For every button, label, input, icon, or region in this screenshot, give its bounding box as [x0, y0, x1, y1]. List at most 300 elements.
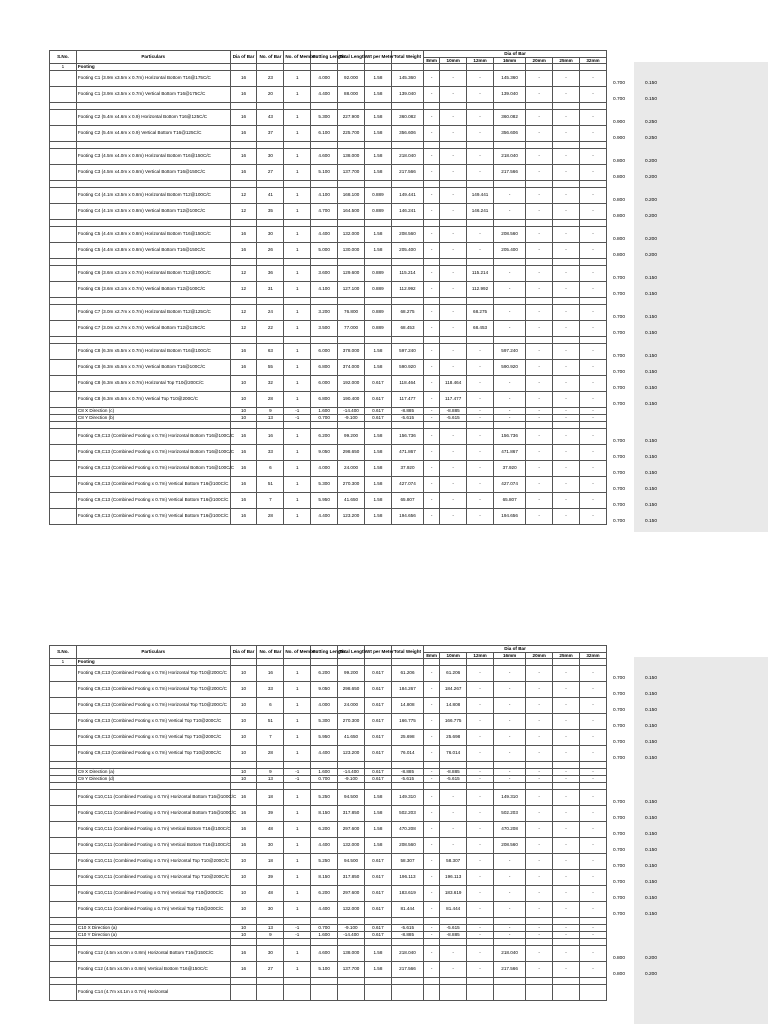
- nom-cell: -1: [284, 768, 311, 775]
- nob-cell: 63: [257, 343, 284, 359]
- dia-col-cell: -: [467, 665, 494, 681]
- dia-cell: 16: [230, 508, 257, 524]
- dia-col-cell: -: [467, 476, 494, 492]
- dia-col-cell: -: [553, 414, 580, 421]
- wt-cell: 0.617: [364, 729, 391, 745]
- dia-col-cell: -: [579, 320, 606, 336]
- section-number: 1: [50, 659, 77, 666]
- table-row: [50, 901, 607, 917]
- dia-cell: 12: [230, 187, 257, 203]
- section-number: 1: [50, 64, 77, 71]
- side-depth-value: 0.800: [613, 972, 626, 978]
- dia-col-cell: -: [424, 805, 440, 821]
- wt-cell: 1.58: [364, 226, 391, 242]
- dia-col-cell: -: [467, 407, 494, 414]
- section-label: Footing: [76, 64, 230, 71]
- dia-col-cell: -: [553, 407, 580, 414]
- nob-cell: 6: [257, 460, 284, 476]
- dia-col-cell: -: [526, 86, 553, 102]
- dia-cell: 10: [230, 885, 257, 901]
- side-cover-value: 0.150: [645, 331, 658, 337]
- particulars-cell: Footing C9,C13 (Combined Footing x 0.7m) Vertical Bottom T16@100C/C: [76, 476, 230, 492]
- table-row: [50, 242, 607, 258]
- dia-col-cell: 146.241: [467, 203, 494, 219]
- sno-cell: [50, 713, 77, 729]
- tw-cell: 68.275: [391, 304, 423, 320]
- dia-col-cell: -: [579, 713, 606, 729]
- cut-cell: 1.600: [311, 407, 338, 414]
- side-cover-value: 0.150: [645, 724, 658, 730]
- table-row: [50, 428, 607, 444]
- tl-cell: 192.000: [338, 375, 365, 391]
- dia-col-cell: -: [467, 460, 494, 476]
- dia-col-cell: -: [553, 242, 580, 258]
- tw-cell: 218.040: [391, 945, 423, 961]
- tl-cell: 129.600: [338, 265, 365, 281]
- dia-col-cell: -5.615: [440, 775, 467, 782]
- sno-cell: [50, 961, 77, 977]
- col-10mm: 10mm: [440, 57, 467, 64]
- dia-col-cell: -: [553, 343, 580, 359]
- nob-cell: 30: [257, 148, 284, 164]
- dia-col-cell: -: [424, 476, 440, 492]
- dia-col-cell: -: [424, 768, 440, 775]
- dia-cell: 16: [230, 821, 257, 837]
- tw-cell: 76.014: [391, 745, 423, 761]
- table-row: [50, 789, 607, 805]
- tl-cell: 298.650: [338, 681, 365, 697]
- col-sno: S.No.: [50, 646, 77, 659]
- cut-cell: 1.600: [311, 931, 338, 938]
- nom-cell: 1: [284, 304, 311, 320]
- side-depth-value: 0.800: [613, 237, 626, 243]
- side-cover-value: 0.150: [645, 471, 658, 477]
- col-dia-group: Dia of Bar: [424, 51, 607, 58]
- side-cover-value: 0.150: [645, 692, 658, 698]
- cut-cell: 4.400: [311, 901, 338, 917]
- dia-col-cell: -: [553, 713, 580, 729]
- side-cover-value: 0.150: [645, 896, 658, 902]
- side-depth-value: 0.700: [613, 708, 626, 714]
- cut-cell: 9.050: [311, 444, 338, 460]
- sno-cell: [50, 187, 77, 203]
- side-cover-value: 0.150: [645, 864, 658, 870]
- side-cover-value: 0.200: [645, 253, 658, 259]
- dia-cell: 16: [230, 109, 257, 125]
- nom-cell: 1: [284, 476, 311, 492]
- particulars-cell: Footing C9,C13 (Combined Footing x 0.7m) Horizontal Bottom T16@100C/C: [76, 428, 230, 444]
- dia-col-cell: -: [553, 931, 580, 938]
- dia-col-cell: -: [526, 768, 553, 775]
- tw-cell: 218.040: [391, 148, 423, 164]
- dia-col-cell: -5.615: [440, 414, 467, 421]
- dia-cell: 10: [230, 745, 257, 761]
- section-row: [50, 659, 607, 666]
- col-particulars: Particulars: [76, 646, 230, 659]
- nob-cell: 36: [257, 265, 284, 281]
- dia-col-cell: -: [440, 148, 467, 164]
- dia-col-cell: -: [579, 768, 606, 775]
- tl-cell: 297.600: [338, 821, 365, 837]
- side-depth-value: 0.700: [613, 97, 626, 103]
- side-cover-value: 0.250: [645, 136, 658, 142]
- spacer-row: [50, 297, 607, 304]
- wt-cell: 0.617: [364, 407, 391, 414]
- dia-col-cell: 470.208: [493, 821, 525, 837]
- dia-col-cell: -: [440, 187, 467, 203]
- sno-cell: [50, 837, 77, 853]
- dia-col-cell: -: [424, 407, 440, 414]
- dia-col-cell: -: [526, 148, 553, 164]
- col-16mm: 16mm: [493, 57, 525, 64]
- tl-cell: 92.000: [338, 70, 365, 86]
- dia-col-cell: 356.606: [493, 125, 525, 141]
- spacer-row: [50, 102, 607, 109]
- dia-col-cell: 58.307: [440, 853, 467, 869]
- sno-cell: [50, 444, 77, 460]
- table-row: [50, 391, 607, 407]
- col-no-bar: No. of Bar: [257, 51, 284, 64]
- particulars-cell: C10 Y Direction (a): [76, 931, 230, 938]
- dia-col-cell: -: [424, 304, 440, 320]
- nom-cell: 1: [284, 789, 311, 805]
- dia-col-cell: -: [440, 789, 467, 805]
- col-20mm: 20mm: [526, 57, 553, 64]
- side-cover-value: 0.150: [645, 503, 658, 509]
- dia-col-cell: -: [440, 961, 467, 977]
- dia-col-cell: -: [526, 476, 553, 492]
- wt-cell: 1.58: [364, 428, 391, 444]
- dia-col-cell: 183.619: [440, 885, 467, 901]
- table-body: [50, 659, 607, 1001]
- side-depth-value: 0.700: [613, 800, 626, 806]
- table-row: [50, 226, 607, 242]
- side-cover-value: 0.150: [645, 487, 658, 493]
- dia-col-cell: -: [553, 837, 580, 853]
- dia-col-cell: -: [553, 853, 580, 869]
- particulars-cell: Footing C8 (6.3m x5.5m x 0.7m) Horizontal Top T10@200C/C: [76, 375, 230, 391]
- spacer-row: [50, 421, 607, 428]
- dia-col-cell: -: [553, 391, 580, 407]
- table-row: [50, 164, 607, 180]
- dia-col-cell: [467, 984, 494, 1000]
- side-cover-value: 0.150: [645, 276, 658, 282]
- nom-cell: 1: [284, 391, 311, 407]
- nob-cell: 24: [257, 304, 284, 320]
- particulars-cell: Footing C10,C11 (Combined Footing x 0.7m) Vertical Top T10@200C/C: [76, 885, 230, 901]
- tl-cell: -9.100: [338, 924, 365, 931]
- nob-cell: [257, 984, 284, 1000]
- particulars-cell: Footing C9,C13 (Combined Footing x 0.7m) Horizontal Top T10@200C/C: [76, 665, 230, 681]
- table-row: [50, 460, 607, 476]
- nob-cell: 31: [257, 281, 284, 297]
- cut-cell: 6.100: [311, 125, 338, 141]
- dia-col-cell: -: [424, 242, 440, 258]
- dia-col-cell: -: [493, 265, 525, 281]
- side-cover-value: 0.150: [645, 455, 658, 461]
- cut-cell: 5.100: [311, 961, 338, 977]
- dia-col-cell: -: [579, 444, 606, 460]
- nob-cell: 32: [257, 375, 284, 391]
- cut-cell: 4.400: [311, 86, 338, 102]
- wt-cell: 1.58: [364, 148, 391, 164]
- tl-cell: 137.700: [338, 164, 365, 180]
- nom-cell: 1: [284, 320, 311, 336]
- dia-col-cell: -: [440, 203, 467, 219]
- nob-cell: 27: [257, 164, 284, 180]
- dia-col-cell: -: [526, 697, 553, 713]
- dia-col-cell: -: [579, 508, 606, 524]
- dia-col-cell: -: [553, 924, 580, 931]
- nom-cell: 1: [284, 665, 311, 681]
- spacer-row: [50, 336, 607, 343]
- side-cover-value: 0.200: [645, 956, 658, 962]
- bar-bending-schedule-table: [49, 50, 607, 525]
- nom-cell: 1: [284, 508, 311, 524]
- dia-cell: 16: [230, 148, 257, 164]
- particulars-cell: Footing C5 (4.4m x3.8m x 0.8m) Vertical Bottom T16@150C/C: [76, 242, 230, 258]
- sno-cell: [50, 70, 77, 86]
- nom-cell: [284, 984, 311, 1000]
- table-row: [50, 320, 607, 336]
- dia-cell: 16: [230, 460, 257, 476]
- tw-cell: 156.736: [391, 428, 423, 444]
- cut-cell: 3.500: [311, 320, 338, 336]
- sno-cell: [50, 945, 77, 961]
- nom-cell: 1: [284, 343, 311, 359]
- tl-cell: [338, 984, 365, 1000]
- nom-cell: 1: [284, 242, 311, 258]
- dia-col-cell: 184.267: [440, 681, 467, 697]
- table-row: [50, 961, 607, 977]
- cut-cell: 5.950: [311, 729, 338, 745]
- tw-cell: -8.885: [391, 768, 423, 775]
- dia-col-cell: -: [579, 885, 606, 901]
- dia-col-cell: -: [467, 837, 494, 853]
- nom-cell: 1: [284, 745, 311, 761]
- side-cover-value: 0.150: [645, 676, 658, 682]
- nom-cell: 1: [284, 265, 311, 281]
- side-depth-value: 0.700: [613, 676, 626, 682]
- nob-cell: 13: [257, 775, 284, 782]
- dia-col-cell: -: [424, 148, 440, 164]
- cut-cell: 8.150: [311, 869, 338, 885]
- nom-cell: 1: [284, 375, 311, 391]
- dia-cell: 10: [230, 729, 257, 745]
- sno-cell: [50, 931, 77, 938]
- wt-cell: 0.617: [364, 853, 391, 869]
- tw-cell: 502.203: [391, 805, 423, 821]
- dia-col-cell: -: [467, 729, 494, 745]
- table-row: [50, 681, 607, 697]
- particulars-cell: Footing C8 (6.3m x5.5m x 0.7m) Vertical Top T10@200C/C: [76, 391, 230, 407]
- particulars-cell: C10 X Direction (a): [76, 924, 230, 931]
- dia-col-cell: -: [579, 265, 606, 281]
- nob-cell: 18: [257, 853, 284, 869]
- dia-col-cell: -: [579, 86, 606, 102]
- dia-cell: 16: [230, 359, 257, 375]
- dia-col-cell: -: [579, 281, 606, 297]
- col-12mm: 12mm: [467, 57, 494, 64]
- dia-col-cell: -: [579, 945, 606, 961]
- side-depth-value: 0.700: [613, 756, 626, 762]
- dia-col-cell: [579, 984, 606, 1000]
- dia-cell: 10: [230, 697, 257, 713]
- table-row: [50, 109, 607, 125]
- particulars-cell: Footing C3 (4.5m x4.0m x 0.8m) Horizontal Bottom T16@150C/C: [76, 148, 230, 164]
- nob-cell: 28: [257, 508, 284, 524]
- dia-col-cell: -: [526, 853, 553, 869]
- dia-col-cell: 61.206: [440, 665, 467, 681]
- dia-col-cell: -8.885: [440, 768, 467, 775]
- particulars-cell: Footing C8 (6.3m x5.5m x 0.7m) Vertical Bottom T16@100C/C: [76, 359, 230, 375]
- table-row: [50, 885, 607, 901]
- dia-col-cell: -: [579, 187, 606, 203]
- side-cover-value: 0.150: [645, 708, 658, 714]
- dia-col-cell: -: [579, 343, 606, 359]
- table-row: [50, 869, 607, 885]
- dia-col-cell: -: [493, 713, 525, 729]
- nob-cell: 20: [257, 86, 284, 102]
- dia-col-cell: -: [526, 109, 553, 125]
- nom-cell: 1: [284, 837, 311, 853]
- cut-cell: 0.700: [311, 924, 338, 931]
- wt-cell: 0.617: [364, 901, 391, 917]
- wt-cell: 0.617: [364, 375, 391, 391]
- sno-cell: [50, 681, 77, 697]
- sno-cell: [50, 343, 77, 359]
- dia-col-cell: -: [493, 681, 525, 697]
- col-cutting-length: Cutting Length: [311, 51, 338, 64]
- col-wt-per-meter: Wt per Meter: [364, 51, 391, 64]
- particulars-cell: Footing C9,C13 (Combined Footing x 0.7m) Vertical Bottom T16@100C/C: [76, 508, 230, 524]
- nob-cell: 13: [257, 414, 284, 421]
- dia-col-cell: -: [467, 924, 494, 931]
- dia-col-cell: -: [467, 775, 494, 782]
- cut-cell: 5.300: [311, 109, 338, 125]
- dia-col-cell: -: [424, 837, 440, 853]
- tw-cell: 139.040: [391, 86, 423, 102]
- tw-cell: 68.453: [391, 320, 423, 336]
- dia-col-cell: -: [553, 697, 580, 713]
- dia-col-cell: -: [493, 885, 525, 901]
- cut-cell: 4.600: [311, 945, 338, 961]
- sno-cell: [50, 924, 77, 931]
- dia-col-cell: -: [493, 665, 525, 681]
- dia-col-cell: -: [493, 407, 525, 414]
- dia-col-cell: -: [424, 265, 440, 281]
- sno-cell: [50, 109, 77, 125]
- wt-cell: 0.617: [364, 745, 391, 761]
- dia-col-cell: -: [526, 789, 553, 805]
- sno-cell: [50, 164, 77, 180]
- dia-col-cell: -: [579, 665, 606, 681]
- dia-col-cell: -: [579, 745, 606, 761]
- tl-cell: 41.650: [338, 492, 365, 508]
- table-row: [50, 359, 607, 375]
- tl-cell: 88.000: [338, 86, 365, 102]
- dia-cell: 16: [230, 492, 257, 508]
- tw-cell: 217.566: [391, 164, 423, 180]
- side-cover-value: 0.150: [645, 740, 658, 746]
- nob-cell: 30: [257, 837, 284, 853]
- tw-cell: -5.615: [391, 414, 423, 421]
- nom-cell: 1: [284, 821, 311, 837]
- side-cover-value: 0.150: [645, 315, 658, 321]
- dia-col-cell: 145.360: [493, 70, 525, 86]
- col-dia-group: Dia of Bar: [424, 646, 607, 653]
- tl-cell: 123.200: [338, 508, 365, 524]
- dia-col-cell: -: [579, 789, 606, 805]
- tl-cell: 378.000: [338, 343, 365, 359]
- nom-cell: 1: [284, 109, 311, 125]
- side-cover-value: 0.150: [645, 386, 658, 392]
- dia-col-cell: -: [579, 304, 606, 320]
- tl-cell: 297.600: [338, 885, 365, 901]
- dia-col-cell: -: [493, 697, 525, 713]
- wt-cell: 0.889: [364, 281, 391, 297]
- dia-col-cell: -: [526, 961, 553, 977]
- dia-col-cell: -: [526, 187, 553, 203]
- dia-col-cell: -: [467, 391, 494, 407]
- dia-col-cell: -: [553, 492, 580, 508]
- tw-cell: [391, 984, 423, 1000]
- wt-cell: 1.58: [364, 821, 391, 837]
- dia-col-cell: -: [440, 125, 467, 141]
- dia-col-cell: -: [467, 713, 494, 729]
- dia-col-cell: -: [424, 789, 440, 805]
- nob-cell: 28: [257, 391, 284, 407]
- dia-col-cell: 208.560: [493, 837, 525, 853]
- dia-col-cell: -: [424, 125, 440, 141]
- dia-col-cell: -: [526, 359, 553, 375]
- cut-cell: 4.400: [311, 508, 338, 524]
- nob-cell: 41: [257, 187, 284, 203]
- side-depth-value: 0.800: [613, 198, 626, 204]
- dia-col-cell: -: [553, 775, 580, 782]
- dia-col-cell: -: [579, 681, 606, 697]
- dia-col-cell: -: [526, 407, 553, 414]
- dia-col-cell: -: [424, 444, 440, 460]
- tl-cell: 168.100: [338, 187, 365, 203]
- cut-cell: 4.000: [311, 697, 338, 713]
- col-25mm: 25mm: [553, 652, 580, 659]
- dia-col-cell: -: [553, 86, 580, 102]
- col-particulars: Particulars: [76, 51, 230, 64]
- dia-col-cell: -: [526, 343, 553, 359]
- dia-col-cell: -: [467, 70, 494, 86]
- wt-cell: 0.889: [364, 203, 391, 219]
- cut-cell: 5.250: [311, 789, 338, 805]
- side-depth-value: 0.700: [613, 832, 626, 838]
- table-row: [50, 837, 607, 853]
- dia-col-cell: -: [440, 805, 467, 821]
- nom-cell: 1: [284, 885, 311, 901]
- side-cover-value: 0.150: [645, 439, 658, 445]
- tw-cell: 115.214: [391, 265, 423, 281]
- dia-col-cell: -: [424, 924, 440, 931]
- dia-col-cell: -: [467, 961, 494, 977]
- dia-col-cell: -: [579, 125, 606, 141]
- spacer-row: [50, 141, 607, 148]
- table-row: [50, 931, 607, 938]
- wt-cell: 0.617: [364, 924, 391, 931]
- dia-col-cell: -: [493, 768, 525, 775]
- dia-col-cell: -: [440, 343, 467, 359]
- dia-col-cell: 471.867: [493, 444, 525, 460]
- cut-cell: 4.100: [311, 281, 338, 297]
- cut-cell: 6.200: [311, 428, 338, 444]
